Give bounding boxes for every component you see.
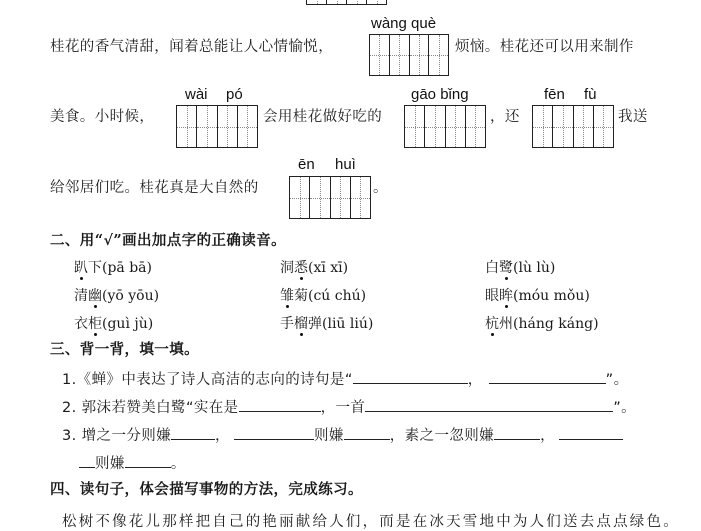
word-text (74, 316, 102, 332)
q1-sep: ， (467, 372, 483, 388)
char: 清 (74, 288, 88, 304)
char: 州 (499, 316, 513, 332)
dotted-char: 幽 (88, 288, 102, 304)
q2-blank-1[interactable] (239, 397, 321, 412)
q1-prefix: 1.《蝉》中表达了诗人高洁的志向的诗句是“ (62, 372, 353, 388)
box-cell (330, 177, 350, 218)
q3-blank-6[interactable] (79, 453, 95, 468)
q3-blank-5[interactable] (559, 425, 623, 440)
q3-t2: 则嫌 (313, 428, 344, 444)
box-cell (445, 106, 465, 147)
passage-line-2-mid1: 会用桂花做好吃的 (263, 109, 383, 125)
q2-mid: ，一首 (320, 400, 366, 416)
word-text (280, 316, 322, 332)
box-cell (389, 35, 409, 75)
char: 眼 (485, 288, 499, 304)
q1-blank-2[interactable] (489, 369, 606, 384)
char: 弹 (308, 316, 322, 332)
pinyin-fen: fēn (544, 86, 565, 103)
word-text (485, 316, 513, 332)
reading-item-1[interactable] (74, 259, 152, 277)
pinyin-po: pó (226, 86, 243, 103)
dotted-char: 鹭 (499, 260, 513, 276)
reading-item-2[interactable] (280, 259, 348, 277)
box-cell (428, 35, 448, 75)
box-cell (307, 0, 326, 4)
question-3-2 (62, 397, 636, 417)
passage-line-1-before: 桂花的香气清甜，闻着总能让人心情愉悦， (50, 39, 334, 55)
box-cell (217, 106, 237, 147)
char: 手 (280, 316, 294, 332)
box-cell (424, 106, 444, 147)
q3-blank-4[interactable] (494, 425, 540, 440)
q1-suffix: ”。 (605, 372, 629, 388)
options-text: (xī xī) (308, 260, 349, 276)
q3-blank-7[interactable] (125, 453, 171, 468)
box-cell (350, 177, 370, 218)
options-text: (móu mǒu) (513, 288, 590, 304)
pinyin-wangque: wàng què (371, 15, 437, 32)
q2-suffix: ”。 (613, 400, 637, 416)
q3-comma-3: ， (540, 428, 555, 444)
section-3-title: 三、背一背，填一填。 (50, 341, 199, 358)
section-2-title: 二、用“√”画出加点字的正确读音。 (50, 232, 287, 249)
options-text: (cú chú) (308, 288, 367, 304)
pinyin-wai: wài (185, 86, 208, 103)
options-text: (lù lù) (513, 260, 556, 276)
dotted-char: 趴 (74, 260, 88, 276)
box-cell (593, 106, 613, 147)
q3-prefix: 3. 增之一分则嫌 (62, 428, 172, 444)
section-4-passage: 松树不像花儿那样把自己的艳丽献给人们，而是在冰天雪地中为人们送去点点绿色。 (62, 514, 680, 530)
box-cell (196, 106, 216, 147)
pinyin-en: ēn (298, 156, 315, 173)
char: 下 (88, 260, 102, 276)
writing-box-fenfu[interactable] (532, 105, 614, 148)
box-cell (366, 0, 386, 4)
options-text: (yō yōu) (102, 288, 160, 304)
word-text (74, 288, 102, 304)
reading-item-6[interactable] (485, 287, 590, 305)
passage-line-2-after: 我送 (618, 109, 648, 125)
writing-box-wangque[interactable] (369, 34, 449, 76)
dotted-char: 榴 (294, 316, 308, 332)
pinyin-fu: fù (584, 86, 597, 103)
box-cell (177, 106, 196, 147)
q3-line2-end: 。 (170, 456, 186, 472)
q3-blank-3[interactable] (344, 425, 390, 440)
box-cell (465, 106, 485, 147)
box-cell (346, 0, 366, 4)
dotted-char: 柜 (88, 316, 102, 332)
writing-box-gaobing[interactable] (404, 105, 486, 148)
word-text (280, 260, 308, 276)
question-3-3 (62, 425, 623, 445)
dotted-char: 眸 (499, 288, 513, 304)
writing-box-enhui[interactable] (289, 176, 371, 219)
reading-item-9[interactable] (485, 315, 599, 333)
q2-blank-2[interactable] (365, 397, 613, 412)
char: 白 (485, 260, 499, 276)
box-cell (409, 35, 429, 75)
options-text: (háng káng) (513, 316, 599, 332)
word-text (485, 288, 513, 304)
q1-blank-1[interactable] (353, 369, 468, 384)
char: 衣 (74, 316, 88, 332)
writing-box-top-cutoff[interactable] (306, 0, 387, 5)
passage-line-1-after: 烦恼。桂花还可以用来制作 (455, 39, 634, 55)
word-text (485, 260, 513, 276)
q3-blank-1[interactable] (171, 425, 215, 440)
box-cell (309, 177, 329, 218)
reading-item-5[interactable] (280, 287, 366, 305)
passage-line-3-before: 给邻居们吃。桂花真是大自然的 (50, 180, 259, 196)
options-text: (pā bā) (102, 260, 152, 276)
q3-line2-t: 则嫌 (95, 456, 125, 472)
reading-item-4[interactable] (74, 287, 159, 305)
question-3-3-cont (79, 453, 186, 473)
box-cell (533, 106, 552, 147)
question-3-1 (62, 369, 628, 389)
options-text: (liū liú) (322, 316, 374, 332)
passage-line-3-after: 。 (373, 180, 388, 196)
pinyin-hui: huì (335, 156, 356, 173)
char: 菊 (294, 288, 308, 304)
box-cell (552, 106, 572, 147)
dotted-char: 雏 (280, 288, 294, 304)
q2-prefix: 2. 郭沫若赞美白鹭“实在是 (62, 400, 239, 416)
word-text (280, 288, 308, 304)
box-cell (370, 35, 389, 75)
q3-blank-2[interactable] (234, 425, 314, 440)
dotted-char: 悉 (294, 260, 308, 276)
reading-item-8[interactable] (280, 315, 373, 333)
q3-comma-1: ， (215, 428, 230, 444)
options-text: (guì jù) (102, 316, 154, 332)
q3-c2: ，素之一忽则嫌 (389, 428, 495, 444)
box-cell (326, 0, 346, 4)
dotted-char: 杭 (485, 316, 499, 332)
writing-box-waipo[interactable] (176, 105, 258, 148)
reading-item-7[interactable] (74, 315, 153, 333)
passage-line-2-before: 美食。小时候， (50, 109, 155, 125)
passage-line-2-mid2: ，还 (490, 109, 520, 125)
word-text (74, 260, 102, 276)
box-cell (290, 177, 309, 218)
char: 洞 (280, 260, 294, 276)
pinyin-gaobing: gāo bǐng (411, 86, 469, 103)
box-cell (405, 106, 424, 147)
box-cell (237, 106, 257, 147)
reading-item-3[interactable] (485, 259, 555, 277)
section-4-title: 四、读句子，体会描写事物的方法，完成练习。 (50, 481, 363, 498)
box-cell (573, 106, 593, 147)
